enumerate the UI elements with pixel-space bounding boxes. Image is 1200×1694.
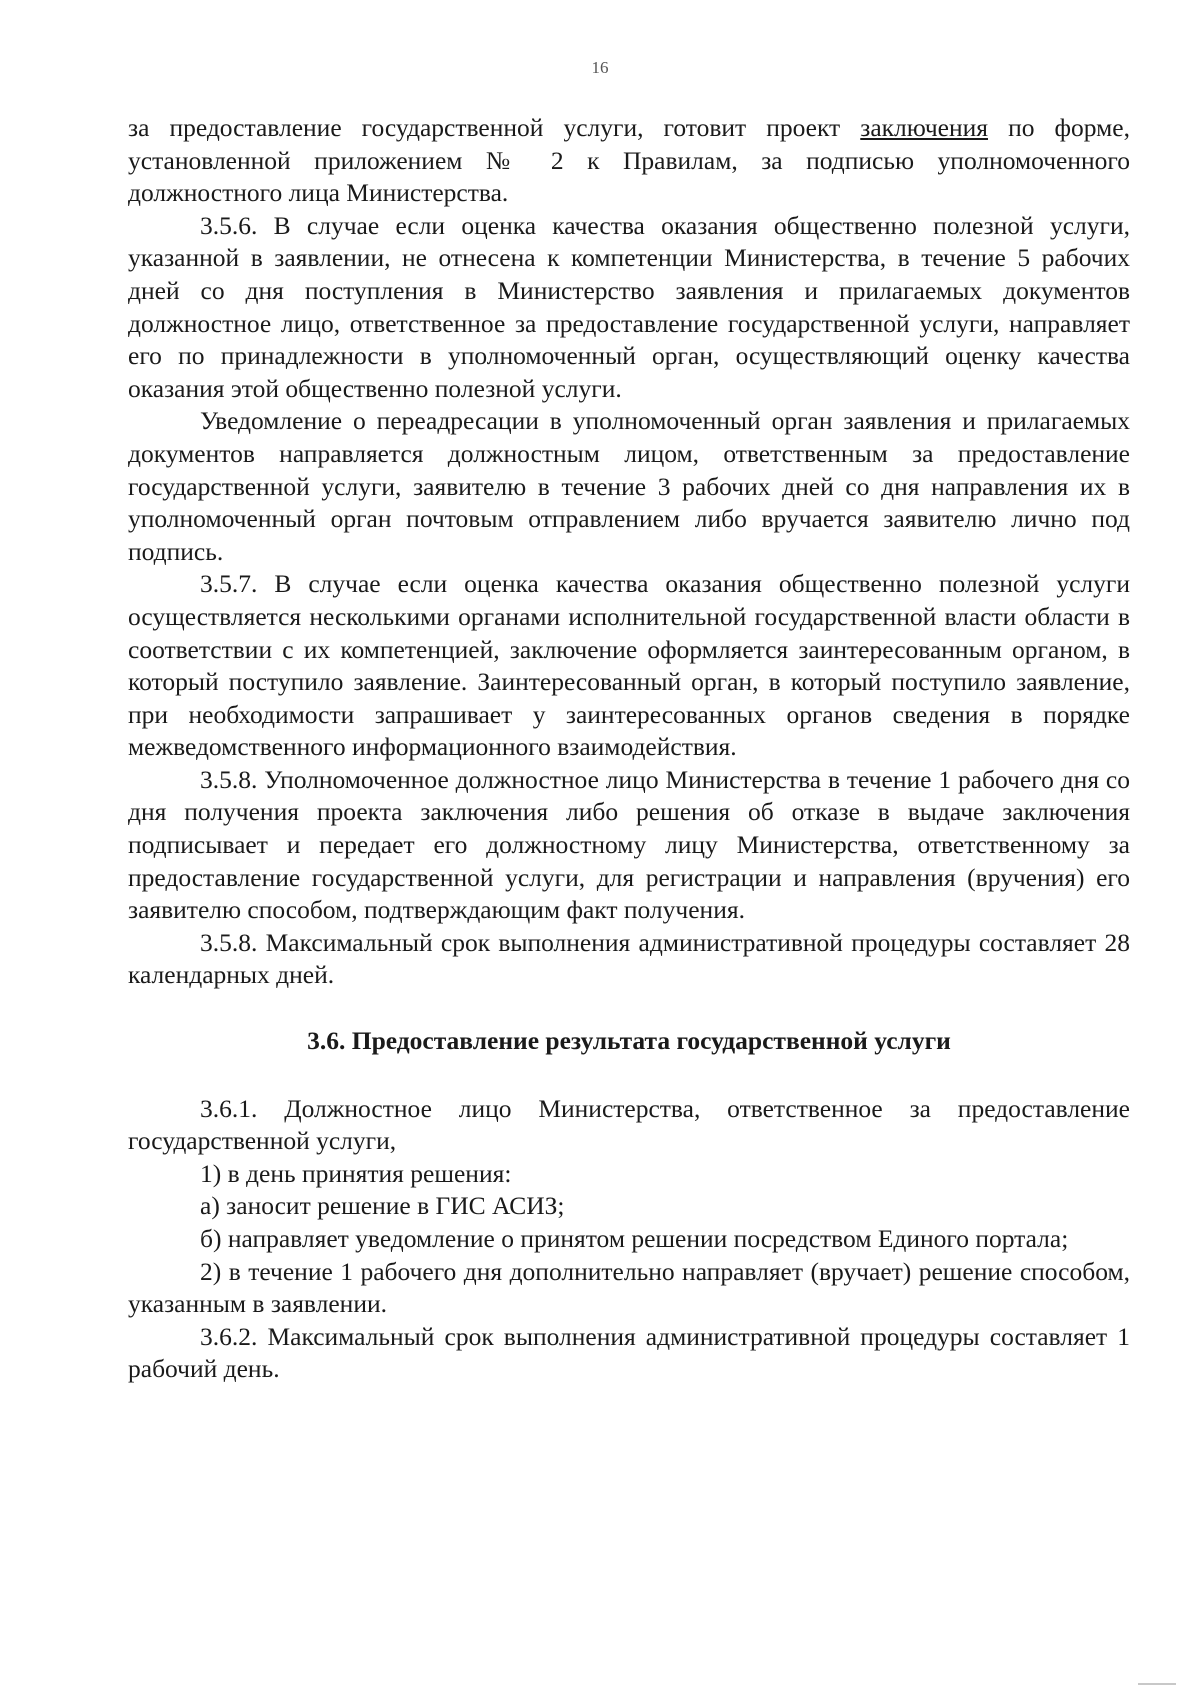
section-heading-3-6: 3.6. Предоставление результата государственной услуги: [307, 1026, 951, 1056]
paragraph-text: за предоставление государственной услуги, готовит проект: [128, 113, 861, 142]
document-body: [128, 112, 1130, 1386]
paragraph-3-6-1: 3.6.1. Должностное лицо Министерства, ответственное за предоставление государственной услуги,: [128, 1093, 1130, 1156]
list-item-2: 2) в течение 1 рабочего дня дополнительно направляет (вручает) решение способом, указанным в заявлении.: [128, 1256, 1130, 1319]
page-number: 16: [591, 58, 609, 77]
paragraph-3-5-8-term: 3.5.8. Максимальный срок выполнения административной процедуры составляет 28 календарных дней.: [128, 927, 1130, 990]
paragraph-3-5-7: 3.5.7. В случае если оценка качества оказания общественно полезной услуги осуществляется несколькими органами исполнительной государственной власти области в соответствии с их компетенцией, заключение оформляется заинтересованным органом, в который поступило заявление. Заинтересованный орган, в который поступило заявление, при необходимости запрашивает у заинтересованных органов сведения в порядке межведомственного информационного взаимодействия.: [128, 569, 1130, 762]
paragraph-3-6-2: 3.6.2. Максимальный срок выполнения административной процедуры составляет 1 рабочий день.: [128, 1321, 1130, 1384]
list-item-b: б) направляет уведомление о принятом решении посредством Единого портала;: [200, 1224, 1069, 1253]
paragraph-3-5-8-signing: 3.5.8. Уполномоченное должностное лицо Министерства в течение 1 рабочего дня со дня получения проекта заключения либо решения об отказе в выдаче заключения подписывает и передает его должностному лицу Министерства, ответственному за предоставление государственной услуги, для регистрации и направления (вручения) его заявителю способом, подтверждающим факт получения.: [128, 764, 1130, 925]
list-item-1: 1) в день принятия решения:: [200, 1158, 512, 1188]
paragraph-text: по форме, установленной приложением № 2 к Правилам, за подписью уполномоченного должностного лица Министерства.: [128, 113, 1130, 208]
paragraph-continuation: [128, 112, 1130, 210]
paragraph-3-5-6: 3.5.6. В случае если оценка качества оказания общественно полезной услуги, указанной в заявлении, не отнесена к компетенции Министерства, в течение 5 рабочих дней со дня поступления в Министерство заявления и прилагаемых документов должностное лицо, ответственное за предоставление государственной услуги, направляет его по принадлежности в уполномоченный орган, осуществляющий оценку качества оказания этой общественно полезной услуги.: [128, 210, 1130, 403]
scan-mark: [1138, 1683, 1176, 1685]
list-item-a: а) заносит решение в ГИС АСИЗ;: [200, 1191, 565, 1221]
conclusion-link[interactable]: заключения: [860, 113, 989, 142]
paragraph-redirect-notice: Уведомление о переадресации в уполномоченный орган заявления и прилагаемых документов направляется должностным лицом, ответственным за предоставление государственной услуги, заявителю в течение 3 рабочих дней со дня направления их в уполномоченный орган почтовым отправлением либо вручается заявителю лично под подпись.: [128, 406, 1130, 566]
